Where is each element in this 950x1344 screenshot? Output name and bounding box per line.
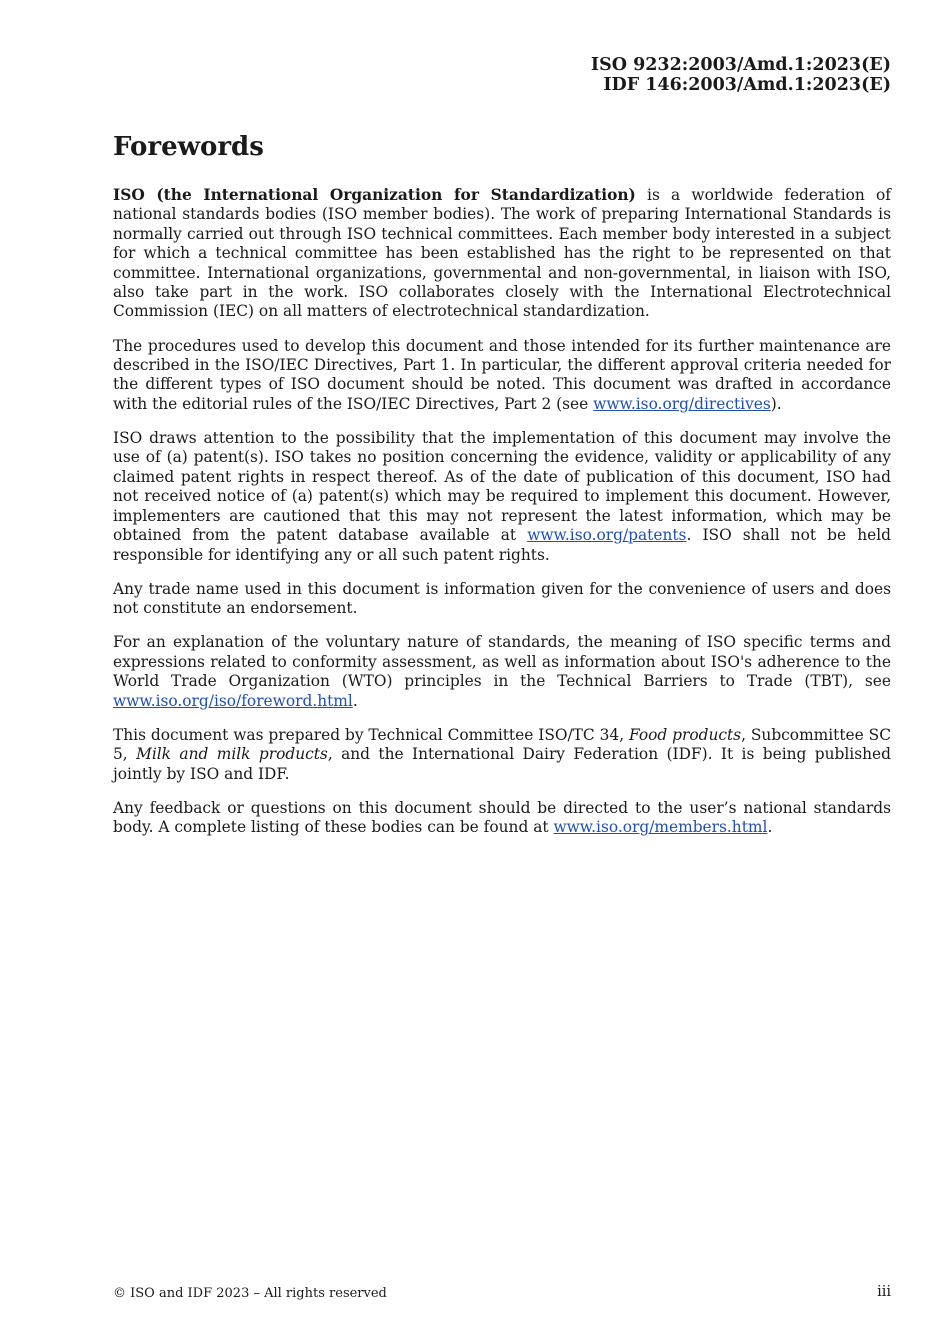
paragraph-text: , and the International Dairy Federation (IDF). It is being published jointly by ISO and IDF.: [113, 745, 891, 783]
iso-reference: ISO 9232:2003/Amd.1:2023(E): [590, 55, 891, 75]
document-reference-header: [591, 55, 891, 95]
paragraph-iso-intro: [113, 186, 891, 322]
paragraph-text: Any trade name used in this document is information given for the convenience of users and does not constitute an endorsement.: [113, 579, 891, 618]
foreword-body: [113, 186, 891, 852]
committee-title-italic: Food products: [629, 725, 742, 744]
patents-link[interactable]: www.iso.org/patents: [527, 526, 687, 545]
paragraph-text: The procedures used to develop this document and those intended for its further maintenance are described in the ISO/IEC Directives, Part 1. In particular, the different approval criteria needed for the different types of ISO document should be noted. This document was drafted in accordance with the editorial rules of the ISO/IEC Directives, Part 2 (see: [113, 336, 891, 413]
directives-link[interactable]: www.iso.org/directives: [593, 394, 771, 413]
paragraph-text: ISO draws attention to the possibility that the implementation of this document may involve the use of (a) patent(s). ISO takes no position concerning the evidence, validity or applicability of any claimed patent rights in respect thereof. As of the date of publication of this document, ISO had not received notice of (a) patent(s) which may be required to implement this document. However, implementers are cautioned that this may not represent the latest information, which may be obtained from the patent database available at: [113, 429, 891, 545]
paragraph-patents: [113, 429, 891, 565]
paragraph-voluntary-nature: [113, 633, 891, 711]
members-link[interactable]: www.iso.org/members.html: [553, 818, 768, 837]
paragraph-bold-lead: ISO (the International Organization for Standardization): [113, 186, 636, 204]
paragraph-text: , Subcommittee SC 5,: [113, 725, 891, 764]
subcommittee-title-italic: Milk and milk products: [136, 745, 328, 764]
idf-reference: IDF 146:2003/Amd.1:2023(E): [603, 75, 891, 95]
paragraph-procedures: [113, 337, 891, 415]
paragraph-text: Any feedback or questions on this document should be directed to the user’s national standards body. A complete listing of these bodies can be found at: [113, 798, 891, 837]
paragraph-text-end: ).: [770, 394, 782, 413]
paragraph-trade-name: [113, 580, 891, 619]
paragraph-text: For an explanation of the voluntary nature of standards, the meaning of ISO specific terms and expressions related to conformity assessment, as well as information about ISO's adherence to the World Trade Organization (WTO) principles in the Technical Barriers to Trade (TBT), see: [113, 633, 891, 691]
paragraph-feedback: [113, 799, 891, 838]
page-number: iii: [877, 1284, 891, 1300]
foreword-link[interactable]: www.iso.org/iso/foreword.html: [113, 691, 353, 710]
paragraph-text-end: .: [352, 691, 358, 710]
paragraph-text-end: . ISO shall not be held responsible for identifying any or all such patent rights.: [113, 526, 892, 564]
paragraph-text-end: .: [767, 818, 773, 837]
paragraph-text: is a worldwide federation of national standards bodies (ISO member bodies). The work of preparing International Standards is normally carried out through ISO technical committees. Each member body interested in a subject for which a technical committee has been established has the right to be represented on that committee. International organizations, governmental and non-governmental, in liaison with ISO, also take part in the work. ISO collaborates closely with the International Electrotechnical Commission (IEC) on all matters of electrotechnical standardization.: [113, 186, 891, 321]
copyright-notice: © ISO and IDF 2023 – All rights reserved: [113, 1286, 387, 1301]
paragraph-text: This document was prepared by Technical Committee ISO/TC 34,: [113, 725, 629, 744]
paragraph-committee: [113, 726, 891, 784]
page-title: Forewords: [113, 132, 264, 162]
